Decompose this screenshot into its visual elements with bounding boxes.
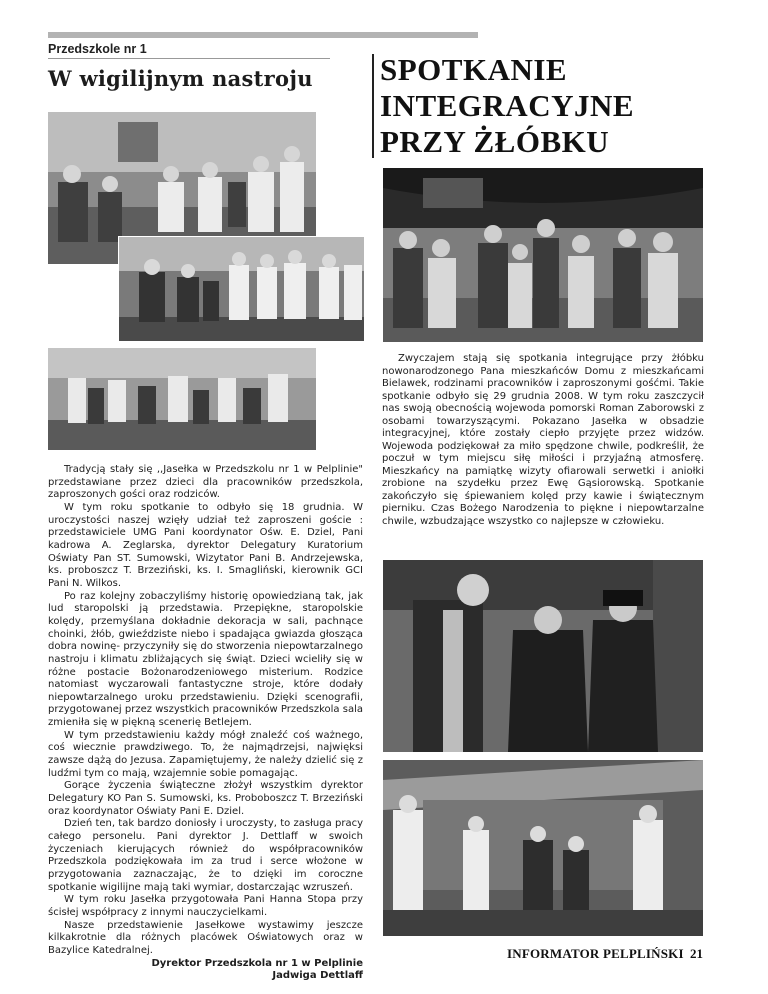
left-article-body: [48, 464, 363, 983]
paragraph: Gorące życzenia świąteczne złożył wszystkim dyrektor Delegatury KO Pan S. Sumowski, ks. Proboboszcz T. Brzeziński oraz koordynator Oświaty Pani E. Dziel.: [48, 780, 363, 817]
photo-nativity-play-3: [48, 348, 316, 450]
left-article-title: W wigilijnym nastroju: [48, 66, 313, 91]
photo-wojewoda-speech: [383, 560, 703, 752]
paragraph: Dzień ten, tak bardzo doniosły i uroczysty, to zasługa pracy całego personelu. Pani dyrektor J. Dettlaff w swoich życzeniach kierujących również do współpracowników Przedszkola podziękowała im za trud i serce włożone w przygotowania zaznaczając, że to dzięki im coroczne spotkanie wigilijne mają taki wymiar, dostarczając wzruszeń.: [48, 818, 363, 893]
title-line: INTEGRACYJNE: [380, 88, 635, 123]
paragraph: Po raz kolejny zobaczyliśmy historię opowiedzianą tak, jak lud staropolski ją przedstawia. Przepiękne, staropolskie kolędy, przemyślana dokładnie dekoracja w sali, pachnące choinki, żłób, gwieździste niebo i spadająca gwiazda głosząca dobra nowinę- przyczyniły się do stworzenia niepowtarzalnego nastroju i klimatu zbliżających się świąt. Dzieci wcieliły się w różne postacie Bożonarodzeniowego misterium. Rodzice natomiast wyczarowali fantastyczne stroje, które dodały niepowtarzalnego uroku przedstawieniu. Dzięki scenografii, przygotowanej przez wszystkich pracowników Przedszkola sala zmieniła się w piękną scenerię Betlejem.: [48, 590, 363, 729]
signature-name: Jadwiga Dettlaff: [272, 970, 363, 982]
section-label: Przedszkole nr 1: [48, 42, 147, 56]
title-line: PRZY ŻŁÓBKU: [380, 124, 610, 159]
divider: [48, 58, 330, 59]
title-line: SPOTKANIE: [380, 52, 568, 87]
photo-integration-group: [383, 168, 703, 342]
paragraph: Zwyczajem stają się spotkania integrujące przy żłóbku nowonarodzonego Pana mieszkańców Domu z mieszkańcami Bielawek, rodzinami pracowników i zaproszonymi gośćmi. Takie spotkanie odbyło się 29 grudnia 2008. W tym roku zaszczycił nas swoją obecnością wojewoda pomorski Roman Zaborowski z osobami towarzyszącymi. Pokazano Jasełka w obsadzie integracyjnej, które zostały ciepło przyjęte przez widzów. Wojewoda podziękował za miło spędzone chwile, podkreślił, że poczuł w tym miejscu siłę miłości i przyjaźną atmosferę. Mieszkańcy na pamiątkę wizyty ofiarowali serwetki i aniołki zrobione na szydełku przez Ewę Gąsiorowską. Spotkanie zakończyło się śpiewaniem kolęd przy kawie i świątecznym pierniku. Czas Bożego Narodzenia to piękne i niepowtarzalne chwile, wzbudzające wszystko co najlepsze w człowieku.: [382, 353, 704, 527]
page-number: 21: [690, 946, 703, 961]
signature-line: Dyrektor Przedszkola nr 1 w Pelplinie: [151, 957, 363, 969]
right-article-title: [380, 52, 634, 160]
paragraph: Nasze przedstawienie Jasełkowe wystawimy jeszcze kilkakrotnie dla różnych placówek Oświatowych oraz w Bazylice Katedralnej.: [48, 919, 363, 956]
photo-nativity-play-2: [118, 236, 365, 342]
paragraph: W tym roku Jasełka przygotowała Pani Hanna Stopa przy ścisłej współpracy z innymi nauczycielkami.: [48, 894, 363, 918]
paragraph: W tym roku spotkanie to odbyło się 18 grudnia. W uroczystości naszej wzięły udział też zaproszeni goście : przedstawiciele UMG Pani koordynator Ośw. E. Dziel, Pani kadrowa A. Zeglarska, dyrektor Delegatury Kuratorium Oświaty Pan ST. Sumowski, Wizytator Pani B. Andrzejewska, ks. proboszcz T. Brzeziński, ks. I. Smagliński, kierownik GCI Pani N. Wilkos.: [48, 501, 363, 589]
title-rule: [372, 54, 374, 158]
paragraph: Tradycją stały się ,,Jasełka w Przedszkolu nr 1 w Pelplinie" przedstawiane przez dzieci dla pracowników przedszkola, zaproszonych gości oraz rodziców.: [48, 464, 363, 501]
right-article-body: [382, 353, 704, 528]
photo-nativity-scene: [383, 760, 703, 936]
paragraph: W tym przedstawieniu każdy mógł znaleźć coś ważnego, coś wiecznie prawdziwego. To, że najmądrzejsi, najwięksi zawsze dążą do Jezusa. Zapamiętujemy, że należy dzielić się z ludźmi tym co mają, wzajemnie sobie pomagając.: [48, 729, 363, 779]
publication-name: INFORMATOR PELPLIŃSKI: [507, 946, 684, 961]
header-bar: [48, 32, 478, 38]
